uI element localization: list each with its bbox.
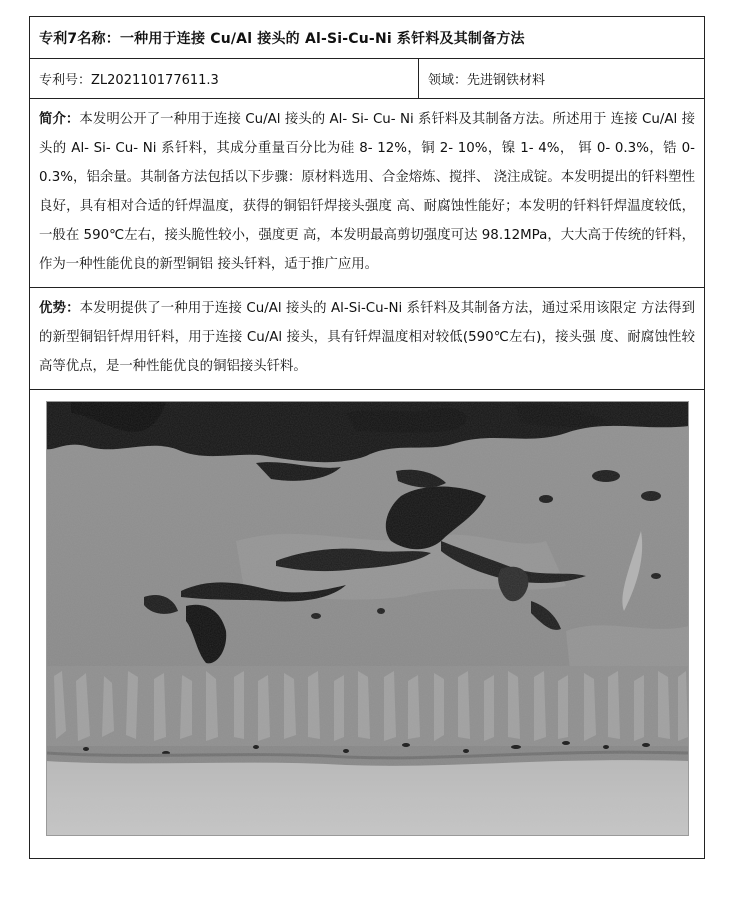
micrograph-image	[46, 401, 689, 836]
summary-section	[30, 99, 704, 288]
advantage-label: 优势：	[39, 301, 80, 316]
micrograph-section	[30, 390, 704, 858]
advantage-section	[30, 288, 704, 390]
summary-label: 简介：	[39, 112, 80, 127]
patent-number: 专利号：ZL202110177611.3	[30, 59, 419, 98]
patent-meta-row	[30, 59, 704, 99]
advantage-text: 本发明提供了一种用于连接 Cu/Al 接头的 Al-Si-Cu-Ni 系钎料及其制备方法，通过采用该限定 方法得到的新型铜铝钎焊用钎料，用于连接 Cu/Al 接头，具有钎焊温度相对较低(590℃左右)，接头强 度、耐腐蚀性较高等优点，是一种性能优良的铜铝接头钎料。	[39, 301, 696, 374]
patent-card	[29, 16, 705, 859]
patent-title: 专利7名称：一种用于连接 Cu/Al 接头的 Al-Si-Cu-Ni 系钎料及其制备方法	[30, 17, 704, 59]
summary-text: 本发明公开了一种用于连接 Cu/Al 接头的 Al- Si- Cu- Ni 系钎料及其制备方法。所述用于 连接 Cu/Al 接头的 Al- Si- Cu- Ni 系钎料，其成分重量百分比为硅 8- 12%，铜 2- 10%，镍 1- 4%， 铒 0- 0.3%，锆 0- 0.3%，铝余量。其制备方法包括以下步骤：原材料选用、合金熔炼、搅拌、 浇注成锭。本发明提出的钎料塑性良好，具有相对合适的钎焊温度，获得的铜铝钎焊接头强度 高、耐腐蚀性能好；本发明的钎料钎焊温度较低，一般在 590℃左右，接头脆性较小，强度更 高，本发明最高剪切强度可达 98.12MPa，大大高于传统的钎料，作为一种性能优良的新型铜铝 接头钎料，适于推广应用。	[39, 112, 695, 272]
patent-field: 领域：先进钢铁材料	[428, 73, 546, 88]
